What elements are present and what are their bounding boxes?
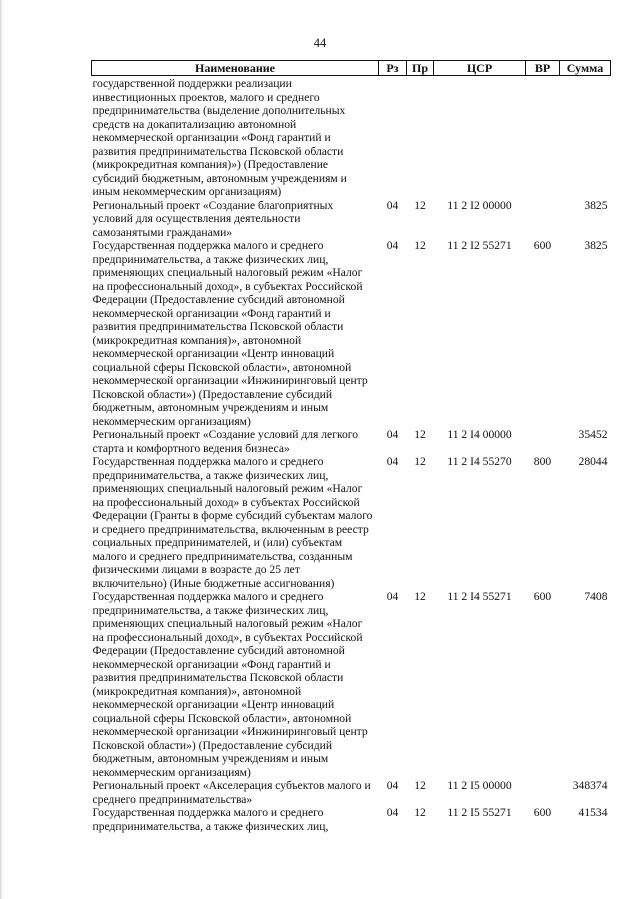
row-rz: [379, 76, 407, 199]
row-vr: 600: [533, 806, 552, 819]
row-csr: 11 2 I5 55271: [447, 806, 512, 819]
row-sum: 3825: [584, 239, 608, 252]
row-csr: 11 2 I4 00000: [447, 428, 512, 441]
row-pr: [407, 76, 434, 199]
row-csr: 11 2 I5 00000: [447, 779, 512, 792]
header-csr: ЦСР: [434, 61, 526, 76]
row-rz: 04: [386, 779, 399, 792]
row-rz: 04: [386, 239, 399, 252]
table-row: [92, 590, 611, 779]
table-body: [92, 76, 611, 834]
row-vr: 600: [533, 239, 552, 252]
row-rz: 04: [386, 455, 399, 468]
row-name: Региональный проект «Создание условий для легкого старта и комфортного ведения бизнеса»: [92, 428, 359, 455]
header-vr: ВР: [526, 61, 560, 76]
row-csr: [434, 76, 526, 199]
table-row: [92, 199, 611, 240]
row-name: Государственная поддержка малого и среднего предпринимательства, а также физических лиц, применяющих специальный налоговый режим «Налог на профессиональный доход» в субъектах Российской Федерации (Гранты в форме субсидий субъектам малого и среднего предпринимательства, включенным в реестр социальных предпринимателей, и (или) субъектам малого и среднего предпринимательства, созданным физическими лицами в возрасте до 25 лет включительно) (Иные бюджетные ассигнования): [92, 455, 373, 590]
row-csr: 11 2 I4 55270: [447, 455, 512, 468]
table-row: [92, 239, 611, 428]
row-name: Государственная поддержка малого и среднего предпринимательства, а также физических лиц, применяющих специальный налоговый режим «Налог на профессиональный доход», в субъектах Российской Федерации (Предоставление субсидий автономной некоммерческой организации «Фонд гарантий и развития предпринимательства Псковской области (микрокредитная компания)», автономной некоммерческой организации «Центр инноваций социальной сферы Псковской области», автономной некоммерческой организации «Инжиниринговый центр Псковской области») (Предоставление субсидий бюджетным, автономным учреждениям и иным некоммерческим организациям): [92, 590, 368, 779]
row-pr: 12: [414, 455, 426, 468]
row-vr: [526, 428, 560, 455]
row-pr: 12: [414, 806, 426, 819]
row-name: Государственная поддержка малого и среднего предпринимательства, а также физических лиц,: [92, 806, 329, 833]
row-rz: 04: [386, 590, 399, 603]
header-name: Наименование: [92, 61, 379, 76]
table-row: [92, 428, 611, 455]
row-sum: 7408: [584, 590, 608, 603]
row-name: Региональный проект «Акселерация субъектов малого и среднего предпринимательства»: [92, 779, 371, 806]
row-vr: [526, 76, 560, 199]
scan-edge: [0, 0, 3, 899]
row-rz: 04: [386, 428, 399, 441]
row-sum: [560, 76, 611, 199]
table-row: [92, 779, 611, 806]
header-pr: Пр: [407, 61, 434, 76]
row-csr: 11 2 I4 55271: [447, 590, 512, 603]
header-sum: Сумма: [560, 61, 611, 76]
row-csr: 11 2 I2 00000: [447, 198, 512, 212]
row-vr: 800: [533, 455, 552, 468]
table-row: [92, 806, 611, 833]
header-rz: Рз: [379, 61, 407, 76]
row-sum: 348374: [572, 779, 608, 792]
row-pr: 12: [414, 590, 426, 603]
row-vr: [526, 779, 560, 806]
row-sum: 28044: [578, 455, 608, 468]
row-sum: 35452: [578, 428, 608, 441]
page-number: 44: [313, 36, 327, 50]
row-rz: 04: [386, 198, 399, 212]
row-csr: 11 2 I2 55271: [447, 239, 512, 252]
budget-table: [91, 60, 611, 833]
row-pr: 12: [414, 428, 426, 441]
header-row: [92, 61, 611, 76]
row-pr: 12: [414, 198, 426, 212]
table-row: [92, 76, 611, 199]
row-sum: 41534: [578, 806, 608, 819]
row-name: государственной поддержки реализации инвестиционных проектов, малого и среднего предпринимательства (выделение дополнительных средств на докапитализацию автономной некоммерческой организации «Фонд гарантий и развития предпринимательства Псковской области (микрокредитная компания)») (Предоставление субсидий бюджетным, автономным учреждениям и иным некоммерческим организациям): [92, 77, 347, 198]
row-rz: 04: [386, 806, 399, 819]
row-pr: 12: [414, 779, 426, 792]
table-row: [92, 455, 611, 590]
row-name: Региональный проект «Создание благоприятных условий для осуществления деятельности самозанятыми гражданами»: [92, 198, 334, 239]
row-pr: 12: [414, 239, 426, 252]
row-sum: 3825: [584, 198, 608, 212]
table-header: [92, 61, 611, 76]
row-vr: [526, 199, 560, 240]
row-vr: 600: [533, 590, 552, 603]
row-name: Государственная поддержка малого и среднего предпринимательства, а также физических лиц, применяющих специальный налоговый режим «Налог на профессиональный доход», в субъектах Российской Федерации (Предоставление субсидий автономной некоммерческой организации «Фонд гарантий и развития предпринимательства Псковской области (микрокредитная компания)», автономной некоммерческой организации «Центр инноваций социальной сферы Псковской области», автономной некоммерческой организации «Инжиниринговый центр Псковской области») (Предоставление субсидий бюджетным, автономным учреждениям и иным некоммерческим организациям): [92, 239, 368, 428]
